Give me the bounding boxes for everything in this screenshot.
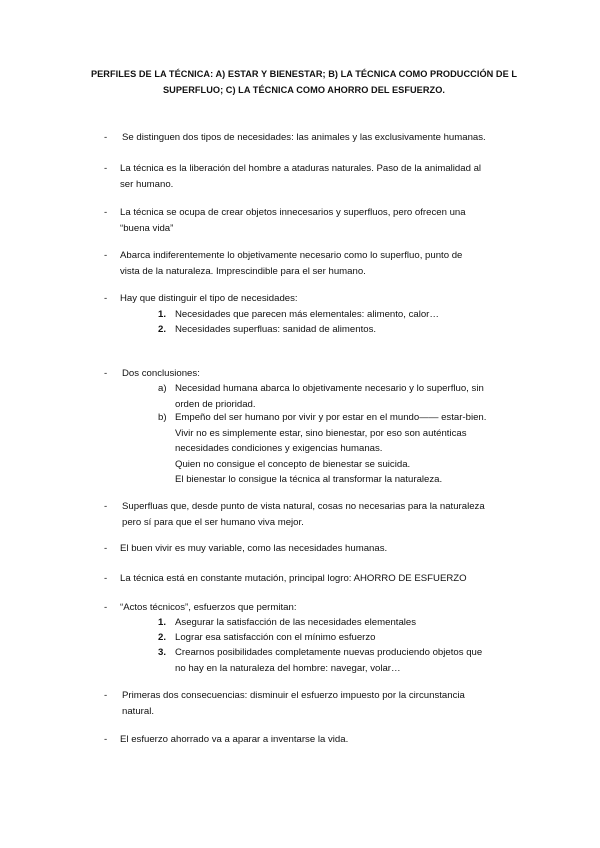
sub-item-line: Asegurar la satisfacción de las necesidades elementales: [175, 617, 417, 628]
sub-item-line: Necesidades que parecen más elementales: alimento, calor…: [175, 309, 439, 320]
item-line: “Actos técnicos”, esfuerzos que permitan:: [120, 602, 297, 613]
sub-item-line: Necesidad humana abarca lo objetivamente necesario y lo superfluo, sin: [175, 383, 484, 394]
sub-item-line: El bienestar lo consigue la técnica al transformar la naturaleza.: [175, 474, 443, 486]
bullet-marker: -: [104, 734, 108, 745]
bullet-marker: -: [104, 368, 108, 379]
sub-item-line: Lograr esa satisfacción con el mínimo esfuerzo: [175, 632, 376, 643]
sub-item-line: Empeño del ser humano por vivir y por estar en el mundo—— estar-bien.: [175, 412, 487, 423]
item-line: La técnica se ocupa de crear objetos innecesarios y superfluos, pero ofrecen una: [120, 207, 466, 218]
item-line: Superfluas que, desde punto de vista natural, cosas no necesarias para la naturaleza: [122, 501, 485, 512]
item-line: vista de la naturaleza. Imprescindible para el ser humano.: [120, 265, 366, 277]
item-line: El buen vivir es muy variable, como las necesidades humanas.: [120, 543, 388, 554]
title-line-2: SUPERFLUO; C) LA TÉCNICA COMO AHORRO DEL ESFUERZO.: [162, 85, 446, 95]
bullet-marker: -: [104, 501, 108, 512]
item-line: ser humano.: [120, 178, 174, 190]
bullet-marker: -: [104, 690, 108, 701]
bullet-marker: -: [104, 207, 108, 218]
sub-item-label: 1.: [158, 309, 167, 320]
item-line: Se distinguen dos tipos de necesidades: las animales y las exclusivamente humanas.: [122, 132, 486, 143]
document-title: [74, 66, 534, 98]
item-line: “buena vida”: [120, 222, 174, 234]
sub-item-line: Necesidades superfluas: sanidad de alimentos.: [175, 324, 377, 335]
sub-item-label: a): [158, 383, 167, 394]
bullet-marker: -: [104, 293, 108, 304]
sub-item-line: Quien no consigue el concepto de bienestar se suicida.: [175, 458, 411, 470]
item-line: El esfuerzo ahorrado va a aparar a inventarse la vida.: [120, 734, 349, 745]
sub-item-line: no hay en la naturaleza del hombre: navegar, volar…: [175, 662, 401, 674]
title-line-1: PERFILES DE LA TÉCNICA: A) ESTAR Y BIENESTAR; B) LA TÉCNICA COMO PRODUCCIÓN DE L: [90, 69, 518, 79]
bullet-marker: -: [104, 573, 108, 584]
item-line: Abarca indiferentemente lo objetivamente necesario como lo superfluo, punto de: [120, 250, 463, 261]
sub-item-label: 1.: [158, 617, 167, 628]
sub-item-line: orden de prioridad.: [175, 398, 256, 410]
item-line: pero sí para que el ser humano viva mejor.: [122, 516, 304, 528]
sub-item-line: Crearnos posibilidades completamente nuevas produciendo objetos que: [175, 647, 483, 658]
sub-item-label: 2.: [158, 632, 167, 643]
bullet-marker: -: [104, 132, 108, 143]
bullet-marker: -: [104, 602, 108, 613]
bullet-marker: -: [104, 543, 108, 554]
sub-item-label: b): [158, 412, 167, 423]
bullet-marker: -: [104, 163, 108, 174]
sub-item-line: Vivir no es simplemente estar, sino bienestar, por eso son auténticas: [175, 427, 467, 439]
sub-item-line: necesidades condiciones y exigencias humanas.: [175, 443, 383, 455]
item-line: Primeras dos consecuencias: disminuir el esfuerzo impuesto por la circunstancia: [122, 690, 465, 701]
sub-item-label: 3.: [158, 647, 167, 658]
item-line: natural.: [122, 705, 154, 717]
bullet-marker: -: [104, 250, 108, 261]
item-line: Hay que distinguir el tipo de necesidades:: [120, 293, 298, 304]
item-line: La técnica está en constante mutación, principal logro: AHORRO DE ESFUERZO: [120, 573, 467, 584]
item-line: La técnica es la liberación del hombre a ataduras naturales. Paso de la animalidad al: [120, 163, 482, 174]
sub-item-label: 2.: [158, 324, 167, 335]
item-line: Dos conclusiones:: [122, 368, 200, 379]
